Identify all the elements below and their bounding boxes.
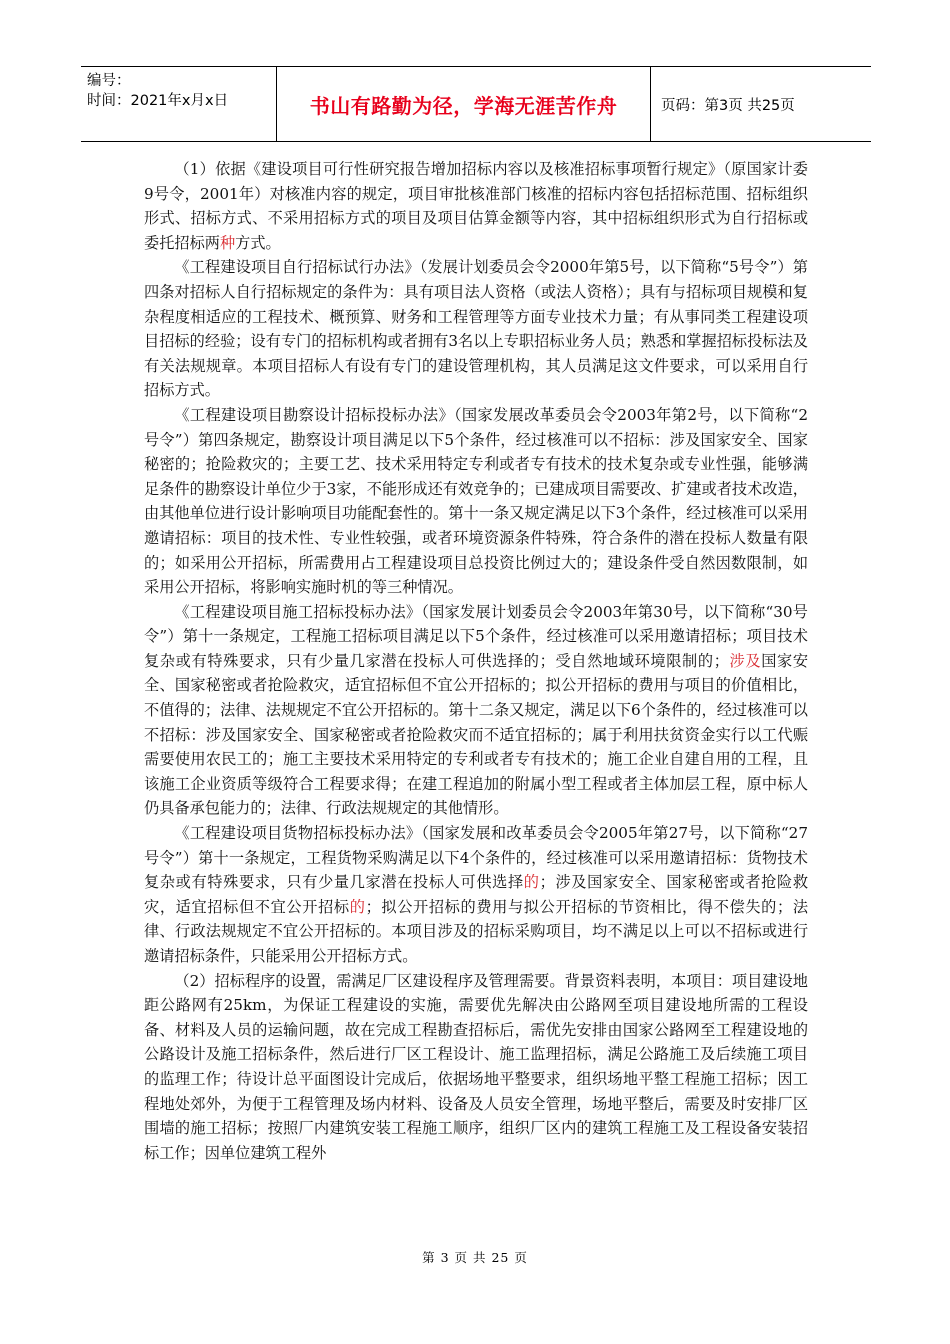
highlighted-text: 涉及: [728, 651, 762, 670]
paragraph-text: ；涉及国家安全、国家秘密或者抢险救灾，适宜招标但不宜公开招标: [144, 873, 809, 916]
page-info-text: 页码：第3页 共25页: [661, 97, 795, 114]
header-page-info: [651, 67, 871, 141]
body-paragraph: [144, 969, 808, 1166]
paragraph-text: （1）依据《建设项目可行性研究报告增加招标内容以及核准招标事项暂行规定》（原国家计委9号令，2001年）对核准内容的规定，项目审批核准部门核准的招标内容包括招标范围、招标组织形式、招标方式、不采用招标方式的项目及项目估算金额等内容，其中招标组织形式为自行招标或委托招标两: [144, 160, 808, 252]
highlighted-text: 种: [219, 233, 236, 252]
paragraph-text: （2）招标程序的设置，需满足厂区建设程序及管理需要。背景资料表明，本项目：项目建设地距公路网有25km，为保证工程建设的实施，需要优先解决由公路网至项目建设地所需的工程设备、材料及人员的运输问题，故在完成工程勘查招标后，需优先安排由国家公路网至工程建设地的公路设计及施工招标条件，然后进行厂区工程设计、施工监理招标，满足公路施工及后续施工项目的监理工作；待设计总平面图设计完成后，依据场地平整要求，组织场地平整工程施工招标；因工程地处郊外，为便于工程管理及场内材料、设备及人员安全管理，场地平整后，需要及时安排厂区围墙的施工招标；按照厂内建筑安装工程施工顺序，组织厂区内的建筑工程施工及工程设备安装招标工作；因单位建筑工程外: [144, 971, 808, 1162]
header-meta: [81, 67, 277, 141]
paragraph-text: 《工程建设项目勘察设计招标投标办法》（国家发展改革委员会令2003年第2号，以下简称“2号令”）第四条规定，勘察设计项目满足以下5个条件，经过核准可以不招标：涉及国家安全、国家秘密的；抢险救灾的；主要工艺、技术采用特定专利或者专有技术的技术复杂或专业性强，能够满足条件的勘察设计单位少于3家，不能形成还有效竞争的；已建成项目需要改、扩建或者技术改造，由其他单位进行设计影响项目功能配套性的。第十一条又规定满足以下3个条件，经过核准可以采用邀请招标：项目的技术性、专业性较强，或者环境资源条件特殊，符合条件的潜在投标人数量有限的；如采用公开招标，所需费用占工程建设项目总投资比例过大的；建设条件受自然因数限制，如采用公开招标，将影响实施时机的等三种情况。: [144, 405, 808, 597]
page-header: [81, 66, 871, 142]
page-footer: 第 3 页 共 25 页: [422, 1250, 528, 1265]
paragraph-text: 《工程建设项目自行招标试行办法》（发展计划委员会令2000年第5号，以下简称“5号令”）第四条对招标人自行招标规定的条件为：具有项目法人资格（或法人资格）；具有与招标项目规模和复杂程度相适应的工程技术、概预算、财务和工程管理等方面专业技术力量；有从事同类工程建设项目招标的经验；设有专门的招标机构或者拥有3名以上专职招标业务人员；熟悉和掌握招标投标法及有关法规规章。本项目招标人有设有专门的建设管理机构，其人员满足这文件要求，可以采用自行招标方式。: [144, 258, 808, 400]
highlighted-text: 的: [523, 873, 540, 892]
paragraph-text: 《工程建设项目施工招标投标办法》（国家发展计划委员会令2003年第30号，以下简称“30号令”）第十一条规定，工程施工招标项目满足以下5个条件，经过核准可以采用邀请招标；项目技术复杂或有特殊要求，只有少量几家潜在投标人可供选择的；受自然地域环境限制的；: [144, 602, 808, 670]
body-paragraph: [144, 821, 808, 969]
paragraph-text: 方式。: [235, 233, 281, 252]
header-motto-cell: [277, 67, 651, 141]
header-motto: 书山有路勤为径，学海无涯苦作舟: [309, 93, 618, 118]
paragraph-text: 国家安全、国家秘密或者抢险救灾，适宜招标但不宜公开招标的；拟公开招标的费用与项目的价值相比，不值得的；法律、法规规定不宜公开招标的。第十二条又规定，满足以下6个条件的，经过核准可以不招标：涉及国家安全、国家秘密或者抢险救灾而不适宜招标的；属于利用扶贫资金实行以工代赈需要使用农民工的；施工主要技术采用特定的专利或者专有技术的；施工企业自建自用的工程，且该施工企业资质等级符合工程要求得；在建工程追加的附属小型工程或者主体加层工程，原中标人仍具备承包能力的；法律、行政法规规定的其他情形。: [144, 651, 809, 818]
body-paragraph: [144, 403, 808, 600]
highlighted-text: 的: [349, 897, 366, 916]
document-body: [144, 157, 808, 1165]
body-paragraph: [144, 157, 808, 255]
paragraph-text: ；拟公开招标的费用与拟公开招标的节资相比，得不偿失的；法律、行政法规规定不宜公开招标的。本项目涉及的招标采购项目，均不满足以上可以不招标或进行邀请招标条件，只能采用公开招标方式。: [144, 897, 809, 965]
paragraph-text: 《工程建设项目货物招标投标办法》（国家发展和改革委员会令2005年第27号，以下简称“27号令”）第十一条规定，工程货物采购满足以下4个条件的，经过核准可以采用邀请招标：货物技术复杂或有特殊要求，只有少量几家潜在投标人可供选择: [144, 824, 808, 892]
document-code-label: 编号：: [87, 73, 131, 89]
body-paragraph: [144, 600, 808, 821]
body-paragraph: [144, 255, 808, 403]
document-date: 时间：2021年x月x日: [87, 93, 229, 109]
